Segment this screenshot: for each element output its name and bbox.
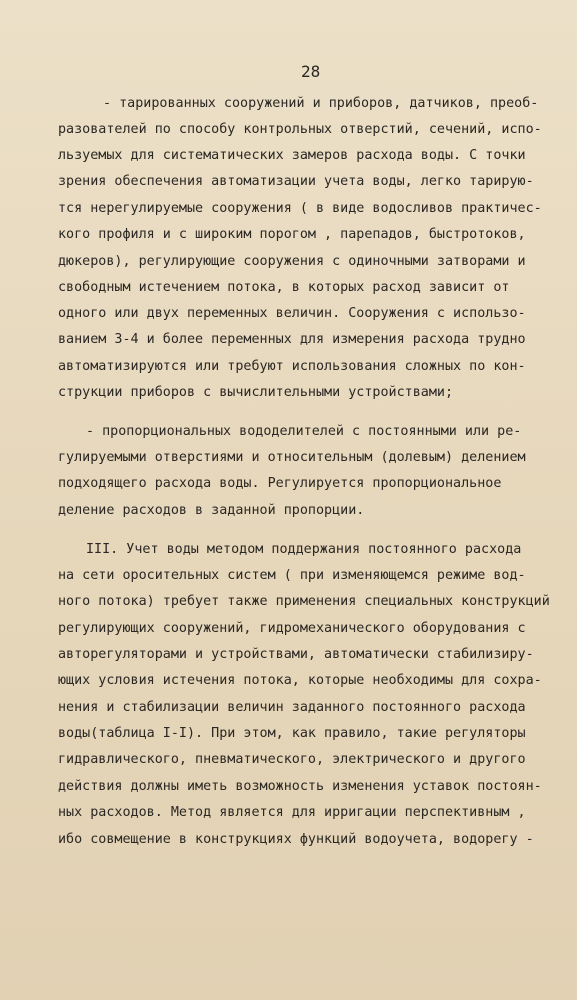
text-line: кого профиля и с широким порогом , парепадов, быстротоков, (58, 227, 526, 242)
text-line: действия должны иметь возможность изменения уставок постоян- (58, 779, 542, 794)
text-line: льзуемых для систематических замеров расхода воды. С точки (58, 148, 526, 163)
text-line: ибо совмещение в конструкциях функций водоучета, водорегу - (58, 832, 534, 847)
text-line: автоматизируются или требуют использования сложных по кон- (58, 359, 526, 374)
text-line: гулируемыми отверстиями и относительным (долевым) делением (58, 450, 526, 465)
text-line: струкции приборов с вычислительными устройствами; (58, 385, 454, 400)
text-line: ного потока) требует также применения специальных конструкций (58, 594, 550, 609)
text-line: свободным истечением потока, в которых расход зависит от (58, 280, 510, 295)
text-line: деление расходов в заданной пропорции. (58, 503, 365, 518)
page-number: 28 (301, 62, 321, 81)
text-line: тся нерегулируемые сооружения ( в виде водосливов практичес- (58, 201, 542, 216)
text-line: ющих условия истечения потока, которые необходимы для сохра- (58, 673, 542, 688)
text-line: - тарированных сооружений и приборов, датчиков, преоб- (103, 96, 539, 111)
text-line: зрения обеспечения автоматизации учета воды, легко тарирую- (58, 174, 534, 189)
text-line: ванием 3-4 и более переменных для измерения расхода трудно (58, 332, 526, 347)
text-line: разователей по способу контрольных отверстий, сечений, испо- (58, 122, 542, 137)
text-line: ных расходов. Метод является для ирригации перспективным , (58, 805, 526, 820)
text-line: авторегуляторами и устройствами, автоматически стабилизиру- (58, 647, 534, 662)
text-line: III. Учет воды методом поддержания постоянного расхода (86, 542, 522, 557)
text-line: подходящего расхода воды. Регулируется пропорциональное (58, 476, 502, 491)
text-line: дюкеров), регулирующие сооружения с одиночными затворами и (58, 254, 526, 269)
text-line: нения и стабилизации величин заданного постоянного расхода (58, 700, 526, 715)
text-line: - пропорциональных вододелителей с постоянными или ре- (86, 424, 522, 439)
text-line: регулирующих сооружений, гидромеханического оборудования с (58, 621, 526, 636)
text-line: одного или двух переменных величин. Сооружения с использо- (58, 306, 526, 321)
text-line: воды(таблица I-I). При этом, как правило, такие регуляторы (58, 726, 526, 741)
text-line: на сети оросительных систем ( при изменяющемся режиме вод- (58, 568, 526, 583)
text-line: гидравлического, пневматического, электрического и другого (58, 752, 526, 767)
